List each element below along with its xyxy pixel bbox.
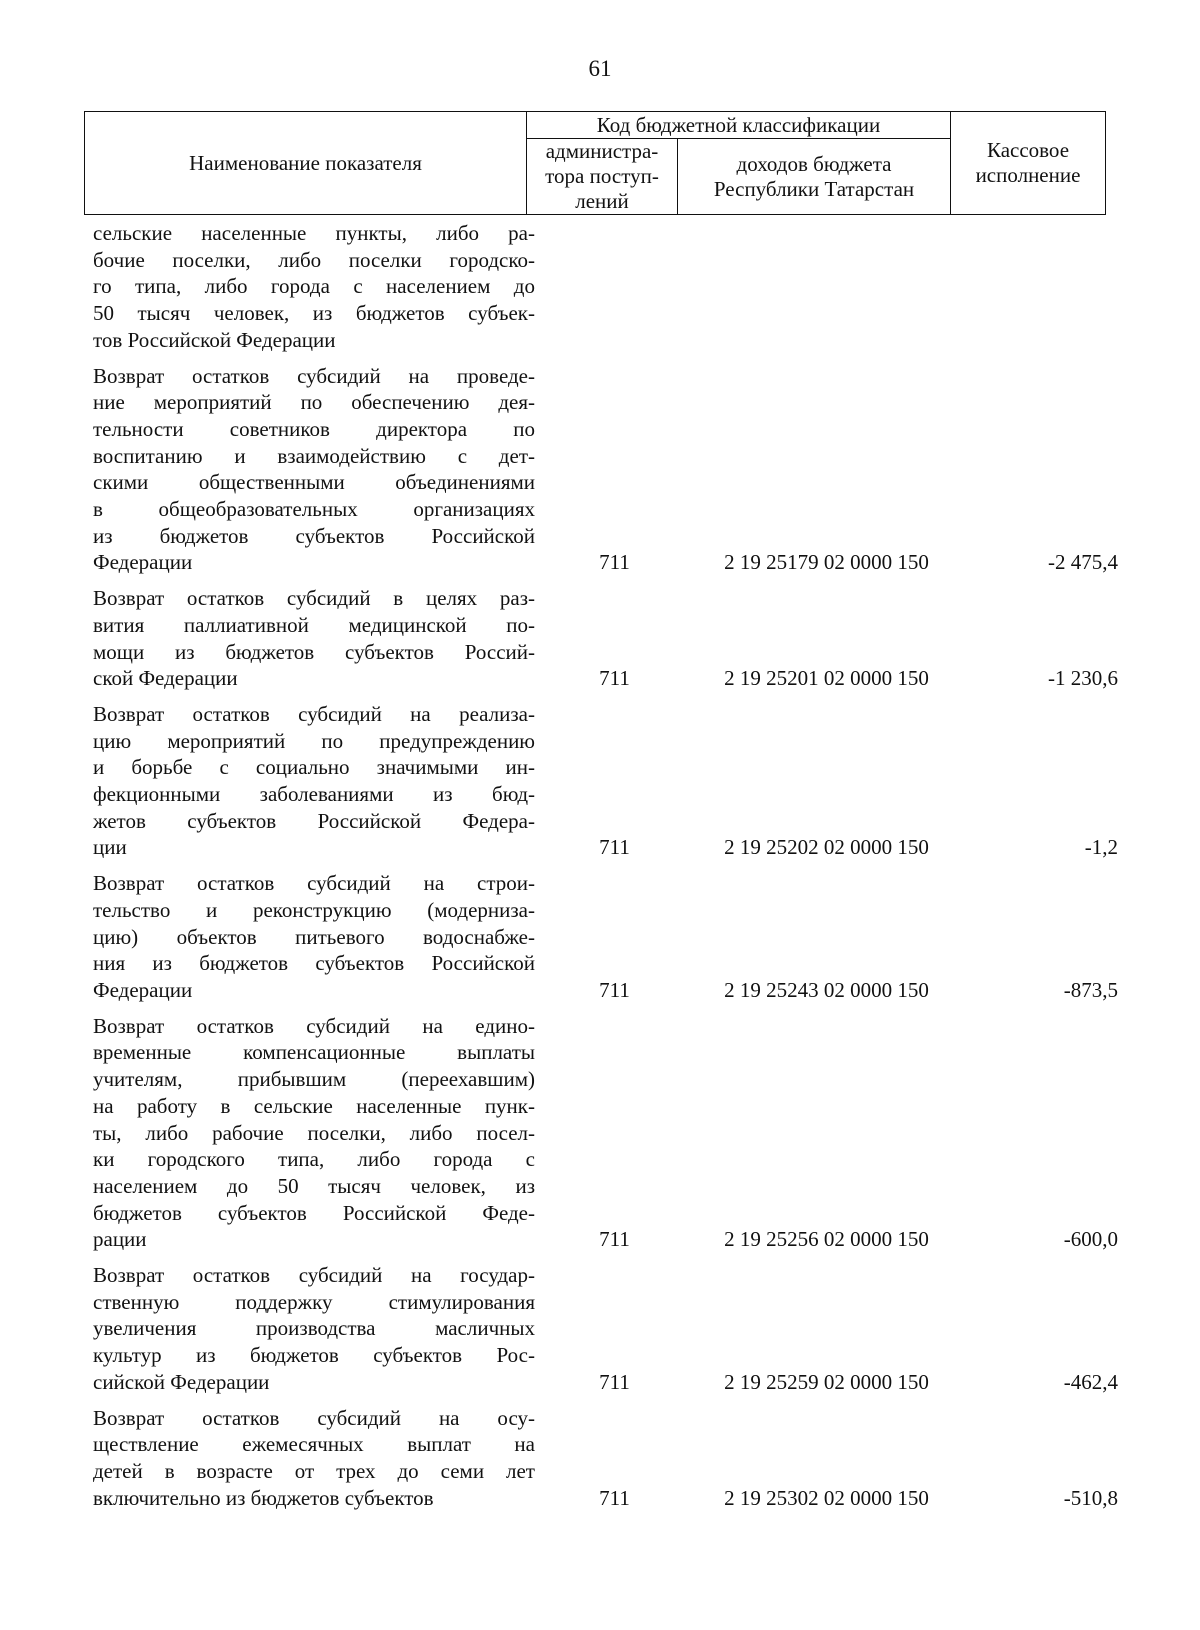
text-line: сийской Федерации <box>93 1369 270 1394</box>
text-line: из бюджетов субъектов Российской <box>93 523 535 548</box>
page-number: 61 <box>588 56 612 81</box>
text-line: доходов бюджета <box>736 151 892 176</box>
cash-execution-amount: -873,5 <box>1063 977 1118 1002</box>
indicator-name <box>84 1262 539 1405</box>
text-line: Республики Татарстан <box>713 176 915 201</box>
indicator-name <box>84 870 539 1013</box>
revenue-code: 2 19 25256 02 0000 150 <box>724 1227 929 1252</box>
indicator-name <box>84 220 539 363</box>
revenue-code: 2 19 25202 02 0000 150 <box>724 835 929 860</box>
text-line: Федерации <box>93 550 193 575</box>
table-row <box>84 701 1120 870</box>
indicator-name <box>84 701 539 870</box>
text-line: мощи из бюджетов субъектов Россий- <box>93 639 535 664</box>
text-line: бочие поселки, либо поселки городско- <box>93 247 535 272</box>
cash-execution-amount: -1,2 <box>1084 835 1118 860</box>
table-row <box>84 870 1120 1013</box>
text-line: ты, либо рабочие поселки, либо посел- <box>93 1120 535 1145</box>
text-line: рации <box>93 1227 147 1252</box>
text-line: ния из бюджетов субъектов Российской <box>93 951 535 976</box>
table-body <box>84 220 1120 1520</box>
text-line: тельство и реконструкцию (модерниза- <box>93 897 535 922</box>
text-line: ки городского типа, либо города с <box>93 1147 535 1172</box>
text-line: вития паллиативной медицинской по- <box>93 612 535 637</box>
cash-execution-amount: -1 230,6 <box>1048 666 1118 691</box>
text-line: в общеобразовательных организациях <box>93 497 535 522</box>
header-budget-classification-code: Код бюджетной классификации <box>527 112 951 139</box>
text-line: сельские населенные пункты, либо ра- <box>93 221 535 245</box>
text-line: го типа, либо города с населением до <box>93 274 535 299</box>
cash-execution-amount <box>963 220 1120 363</box>
table-row <box>84 1013 1120 1262</box>
text-line: фекционными заболеваниями из бюд- <box>93 782 535 807</box>
administrator-code: 711 <box>599 835 630 860</box>
header-name-column: Наименование показателя <box>85 112 527 215</box>
text-line: скими общественными объединениями <box>93 470 535 495</box>
revenue-code: 2 19 25302 02 0000 150 <box>724 1485 929 1510</box>
revenue-code: 2 19 25201 02 0000 150 <box>724 666 929 691</box>
table-row <box>84 1405 1120 1521</box>
text-line: ние мероприятий по обеспечению дея- <box>93 390 535 415</box>
text-line: цию) объектов питьевого водоснабже- <box>93 924 535 949</box>
indicator-name <box>84 363 539 586</box>
cash-execution-amount: -462,4 <box>1063 1369 1118 1394</box>
cash-execution-amount: -600,0 <box>1063 1227 1118 1252</box>
text-line: Возврат остатков субсидий в целях раз- <box>93 586 535 611</box>
text-line: увеличения производства масличных <box>93 1316 535 1341</box>
table-row <box>84 585 1120 701</box>
text-line: ственную поддержку стимулирования <box>93 1289 535 1314</box>
text-line: и борьбе с социально значимыми ин- <box>93 755 535 780</box>
text-line: жетов субъектов Российской Федера- <box>93 808 535 833</box>
text-line: воспитанию и взаимодействию с дет- <box>93 443 535 468</box>
text-line: временные компенсационные выплаты <box>93 1040 535 1065</box>
revenue-code <box>690 220 963 363</box>
cash-execution-amount: -2 475,4 <box>1048 550 1118 575</box>
administrator-code: 711 <box>599 1227 630 1252</box>
text-line: лений <box>575 189 629 213</box>
text-line: бюджетов субъектов Российской Феде- <box>93 1200 535 1225</box>
text-line: администра- <box>545 139 659 163</box>
administrator-code: 711 <box>599 1369 630 1394</box>
administrator-code: 711 <box>599 666 630 691</box>
text-line: тельности советников директора по <box>93 416 535 441</box>
administrator-code: 711 <box>599 1485 630 1510</box>
text-line: Возврат остатков субсидий на реализа- <box>93 701 535 726</box>
text-line: населением до 50 тысяч человек, из <box>93 1173 535 1198</box>
text-line: Возврат остатков субсидий на осу- <box>93 1405 535 1430</box>
text-line: тора поступ- <box>545 164 659 188</box>
text-line: Возврат остатков субсидий на строи- <box>93 871 535 896</box>
text-line: ции <box>93 835 127 860</box>
revenue-code: 2 19 25259 02 0000 150 <box>724 1369 929 1394</box>
text-line: включительно из бюджетов субъектов <box>93 1485 434 1510</box>
revenue-code: 2 19 25179 02 0000 150 <box>724 550 929 575</box>
administrator-code: 711 <box>599 550 630 575</box>
text-line: культур из бюджетов субъектов Рос- <box>93 1343 535 1368</box>
cash-execution-amount: -510,8 <box>1063 1485 1118 1510</box>
table-row <box>84 220 1120 363</box>
table-row <box>84 1262 1120 1405</box>
revenue-code: 2 19 25243 02 0000 150 <box>724 977 929 1002</box>
text-line: детей в возрасте от трех до семи лет <box>93 1458 535 1483</box>
text-line: Федерации <box>93 977 193 1002</box>
header-republic-budget-revenues <box>678 139 951 215</box>
indicator-name <box>84 1405 539 1521</box>
table-header <box>84 111 1106 215</box>
indicator-name <box>84 1013 539 1262</box>
text-line: Возврат остатков субсидий на едино- <box>93 1013 535 1038</box>
table-row <box>84 363 1120 586</box>
text-line: на работу в сельские населенные пунк- <box>93 1093 535 1118</box>
text-line: ской Федерации <box>93 666 238 691</box>
text-line: тов Российской Федерации <box>93 327 336 352</box>
text-line: 50 тысяч человек, из бюджетов субъек- <box>93 301 535 326</box>
text-line: исполнение <box>975 163 1081 187</box>
header-cash-execution <box>951 112 1106 215</box>
text-line: ществление ежемесячных выплат на <box>93 1432 535 1457</box>
administrator-code <box>539 220 690 363</box>
text-line: цию мероприятий по предупреждению <box>93 728 535 753</box>
header-revenue-administrator <box>527 139 678 215</box>
text-line: Возврат остатков субсидий на проведе- <box>93 363 535 388</box>
indicator-name <box>84 585 539 701</box>
administrator-code: 711 <box>599 977 630 1002</box>
text-line: Возврат остатков субсидий на государ- <box>93 1263 535 1288</box>
text-line: учителям, прибывшим (переехавшим) <box>93 1067 535 1092</box>
text-line: Кассовое <box>986 138 1070 162</box>
